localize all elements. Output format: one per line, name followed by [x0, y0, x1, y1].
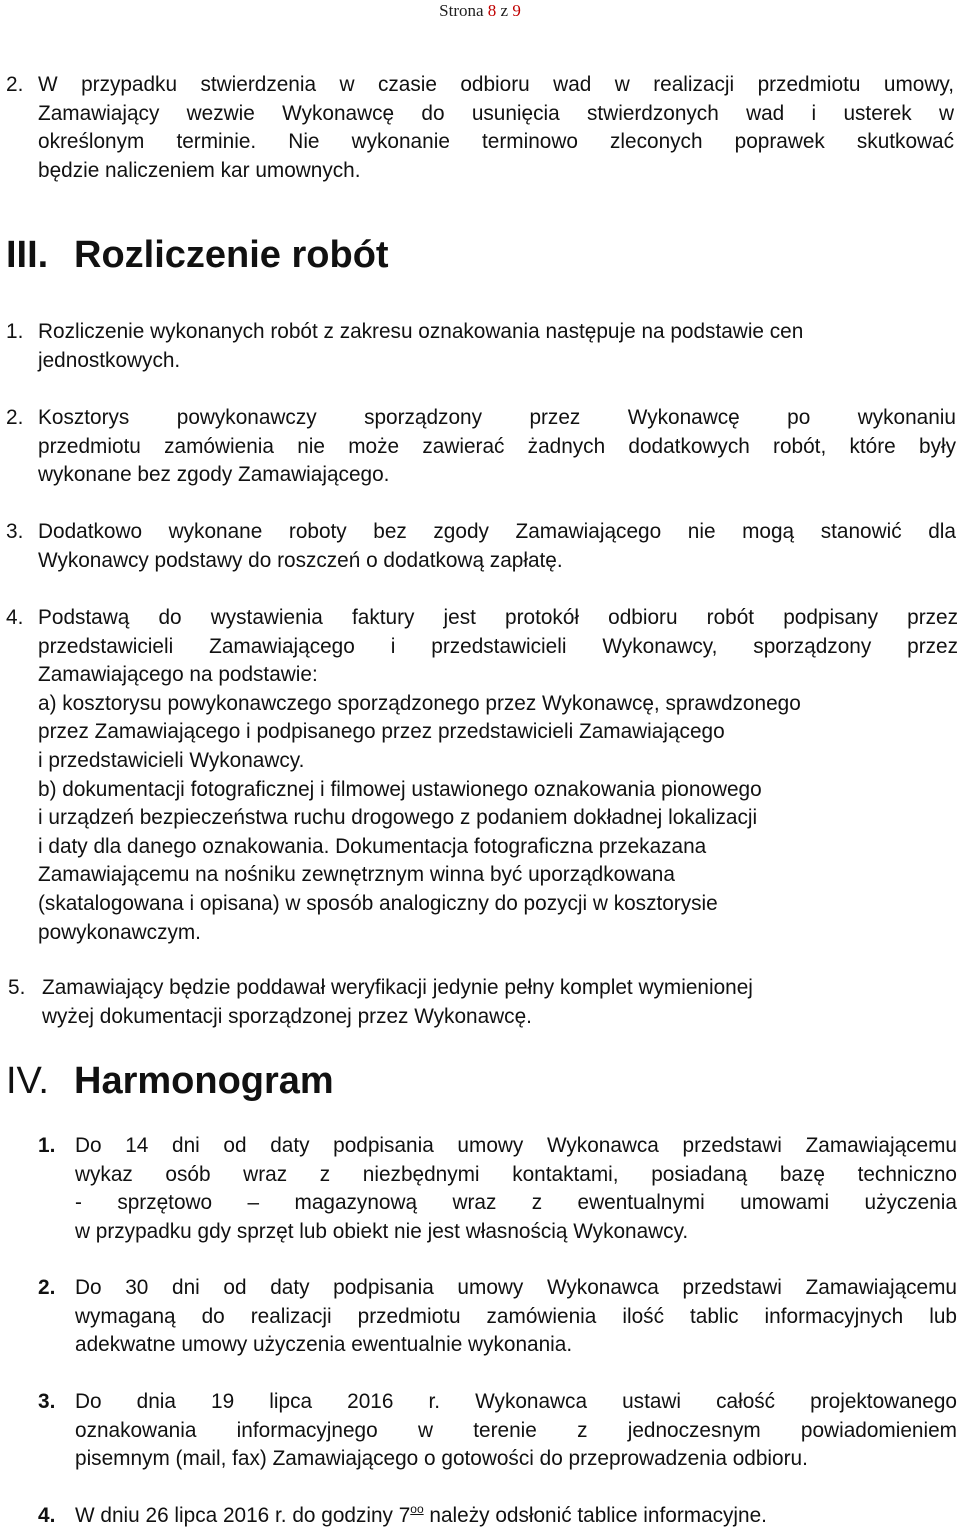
paragraph-line: pisemnym (mail, fax) Zamawiającego o gotowości do przeprowadzenia odbioru. — [75, 1447, 808, 1471]
paragraph-line: Do 14 dni od daty podpisania umowy Wykonawca przedstawi Zamawiającemu — [75, 1134, 957, 1157]
page-header — [0, 0, 960, 22]
paragraph-line: wyżej dokumentacji sporządzonej przez Wykonawcę. — [42, 1004, 532, 1028]
paragraph-line: jednostkowych. — [38, 348, 181, 372]
section-heading — [6, 233, 389, 277]
paragraph-3-3 — [38, 518, 956, 575]
paragraph-line: przez Zamawiającego i podpisanego przez przedstawicieli Zamawiającego — [38, 720, 725, 744]
item-number: 1. — [6, 320, 24, 343]
page-sep: z — [496, 1, 513, 20]
paragraph-3-5 — [42, 974, 942, 1031]
paragraph-2 — [38, 71, 954, 185]
paragraph-3-2 — [38, 404, 956, 490]
paragraph-line: Zamawiający będzie poddawał weryfikacji jedynie pełny komplet wymienionej — [42, 976, 753, 999]
paragraph-line: powykonawczym. — [38, 920, 201, 944]
paragraph-line: określonym terminie. Nie wykonanie terminowo zleconych poprawek skutkować — [38, 130, 954, 154]
paragraph-line: - sprzętowo – magazynową wraz z ewentualnymi umowami użyczenia — [75, 1191, 957, 1215]
section-heading — [6, 1059, 334, 1103]
paragraph-line: b) dokumentacji fotograficznej i filmowej ustawionego oznakowania pionowego — [38, 777, 762, 801]
paragraph-line: (skatalogowana i opisana) w sposób analogiczny do pozycji w kosztorysie — [38, 891, 718, 915]
paragraph-line: W przypadku stwierdzenia w czasie odbioru wad w realizacji przedmiotu umowy, — [38, 73, 954, 96]
item-number: 3. — [6, 520, 24, 543]
page-label: Strona — [439, 1, 488, 20]
page-number: 8 — [487, 1, 497, 20]
paragraph-4-4 — [75, 1502, 957, 1531]
section-title: Harmonogram — [74, 1060, 334, 1102]
paragraph-line: wykonane bez zgody Zamawiającego. — [38, 463, 390, 487]
paragraph-line: a) kosztorysu powykonawczego sporządzonego przez Wykonawcę, sprawdzonego — [38, 691, 801, 715]
item-number: 4. — [6, 606, 24, 629]
paragraph-line: Kosztorys powykonawczy sporządzony przez Wykonawcę po wykonaniu — [38, 406, 956, 429]
paragraph-4-2 — [75, 1274, 957, 1360]
section-number: III. — [6, 234, 49, 276]
paragraph-text: W dniu 26 lipca 2016 r. do godziny 7 — [75, 1504, 411, 1527]
item-number: 1. — [38, 1134, 56, 1157]
paragraph-line: Dodatkowo wykonane roboty bez zgody Zamawiającego nie mogą stanowić dla — [38, 520, 956, 543]
paragraph-line: Zamawiającego na podstawie: — [38, 663, 318, 687]
paragraph-line: przedstawicieli Zamawiającego i przedstawicieli Wykonawcy, sporządzony przez — [38, 634, 958, 658]
paragraph-line: i przedstawicieli Wykonawcy. — [38, 748, 305, 772]
paragraph-4-1 — [75, 1132, 957, 1246]
paragraph-line: adekwatne umowy użyczenia ewentualnie wykonania. — [75, 1333, 573, 1357]
section-number: IV. — [6, 1060, 49, 1102]
paragraph-3-4 — [38, 604, 958, 947]
superscript: oo — [410, 1502, 424, 1516]
paragraph-line: Rozliczenie wykonanych robót z zakresu oznakowania następuje na podstawie cen — [38, 320, 804, 343]
paragraph-line: przedmiotu zamówienia nie może zawierać żadnych dodatkowych robót, które były — [38, 434, 956, 458]
paragraph-line: w przypadku gdy sprzęt lub obiekt nie jest własnością Wykonawcy. — [75, 1219, 689, 1243]
item-number: 3. — [38, 1390, 56, 1413]
item-number: 4. — [38, 1504, 56, 1527]
paragraph-line: Zamawiającemu na nośniku zewnętrznym winna być uporządkowana — [38, 863, 675, 887]
paragraph-line: i daty dla danego oznakowania. Dokumentacja fotograficzna przekazana — [38, 834, 707, 858]
paragraph-text: należy odsłonić tablice informacyjne. — [423, 1504, 767, 1527]
paragraph-line: oznakowania informacyjnego w terenie z jednoczesnym powiadomieniem — [75, 1418, 957, 1442]
paragraph-line: wykaz osób wraz z niezbędnymi kontaktami, posiadaną bazę techniczno — [75, 1162, 957, 1186]
item-number: 2. — [6, 406, 24, 429]
page-total: 9 — [512, 1, 521, 20]
paragraph-line: wymaganą do realizacji przedmiotu zamówienia ilość tablic informacyjnych lub — [75, 1304, 957, 1328]
paragraph-line: Wykonawcy podstawy do roszczeń o dodatkową zapłatę. — [38, 548, 563, 572]
paragraph-4-3 — [75, 1388, 957, 1474]
item-number: 2. — [38, 1276, 56, 1299]
section-title: Rozliczenie robót — [74, 234, 389, 276]
paragraph-line: i urządzeń bezpieczeństwa ruchu drogowego z podaniem dokładnej lokalizacji — [38, 806, 758, 830]
paragraph-line: Do 30 dni od daty podpisania umowy Wykonawca przedstawi Zamawiającemu — [75, 1276, 957, 1299]
paragraph-line: Zamawiający wezwie Wykonawcę do usunięcia stwierdzonych wad i usterek w — [38, 101, 954, 125]
item-number: 2. — [6, 73, 24, 96]
item-number: 5. — [8, 976, 26, 999]
paragraph-line: Podstawą do wystawienia faktury jest protokół odbioru robót podpisany przez — [38, 606, 958, 629]
paragraph-3-1 — [38, 318, 958, 375]
paragraph-line: Do dnia 19 lipca 2016 r. Wykonawca ustawi całość projektowanego — [75, 1390, 957, 1413]
paragraph-line: będzie naliczeniem kar umownych. — [38, 158, 361, 182]
